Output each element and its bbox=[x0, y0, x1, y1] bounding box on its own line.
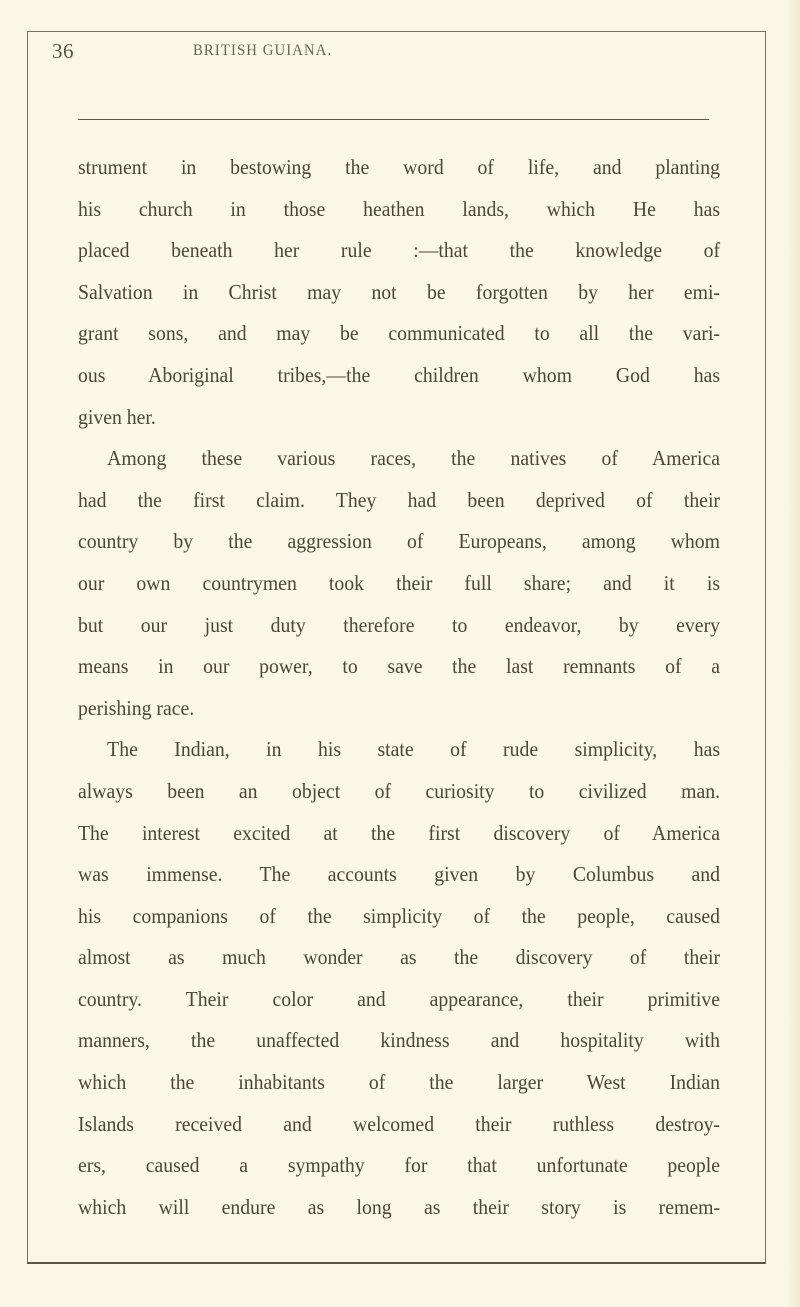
running-title: BRITISH GUIANA. bbox=[193, 42, 333, 59]
text-line: country. Their color and appearance, their primitive bbox=[78, 986, 721, 1011]
text-line: always been an object of curiosity to civilized man. bbox=[78, 778, 721, 803]
text-line: was immense. The accounts given by Columbus and bbox=[78, 862, 721, 887]
text-line: Islands received and welcomed their ruthless destroy- bbox=[78, 1111, 721, 1136]
text-line: placed beneath her rule :—that the knowledge of bbox=[78, 238, 721, 263]
text-line: our own countrymen took their full share; and it is bbox=[78, 570, 721, 595]
text-line: his church in those heathen lands, which He has bbox=[78, 196, 721, 221]
text-line: given her. bbox=[78, 404, 156, 429]
text-line: The interest excited at the first discovery of America bbox=[78, 820, 721, 845]
paragraph-start-line: The Indian, in his state of rude simplicity, has bbox=[107, 737, 721, 762]
text-line: had the first claim. They had been deprived of their bbox=[78, 487, 721, 512]
body-text bbox=[78, 147, 720, 1228]
text-line: perishing race. bbox=[78, 695, 195, 720]
text-line: manners, the unaffected kindness and hospitality with bbox=[78, 1028, 721, 1053]
text-line: grant sons, and may be communicated to all the vari- bbox=[78, 321, 721, 346]
text-line: ers, caused a sympathy for that unfortunate people bbox=[78, 1153, 721, 1178]
running-head bbox=[0, 35, 800, 65]
paragraph-start-line: Among these various races, the natives of America bbox=[107, 446, 721, 471]
text-line: which will endure as long as their story is remem- bbox=[78, 1194, 721, 1219]
text-line: strument in bestowing the word of life, and planting bbox=[78, 155, 721, 179]
text-line: ous Aboriginal tribes,—the children whom God has bbox=[78, 362, 721, 387]
text-line: which the inhabitants of the larger West Indian bbox=[78, 1070, 721, 1095]
text-line: country by the aggression of Europeans, among whom bbox=[78, 529, 721, 554]
page-number: 36 bbox=[52, 39, 74, 63]
text-line: Salvation in Christ may not be forgotten by her emi- bbox=[78, 279, 721, 304]
text-line: means in our power, to save the last remnants of a bbox=[78, 654, 721, 679]
page-edge-shadow bbox=[786, 0, 800, 1307]
text-line: his companions of the simplicity of the people, caused bbox=[78, 903, 721, 928]
text-line: but our just duty therefore to endeavor, by every bbox=[78, 612, 721, 637]
header-rule-divider bbox=[78, 119, 709, 120]
text-line: almost as much wonder as the discovery of their bbox=[78, 945, 721, 970]
